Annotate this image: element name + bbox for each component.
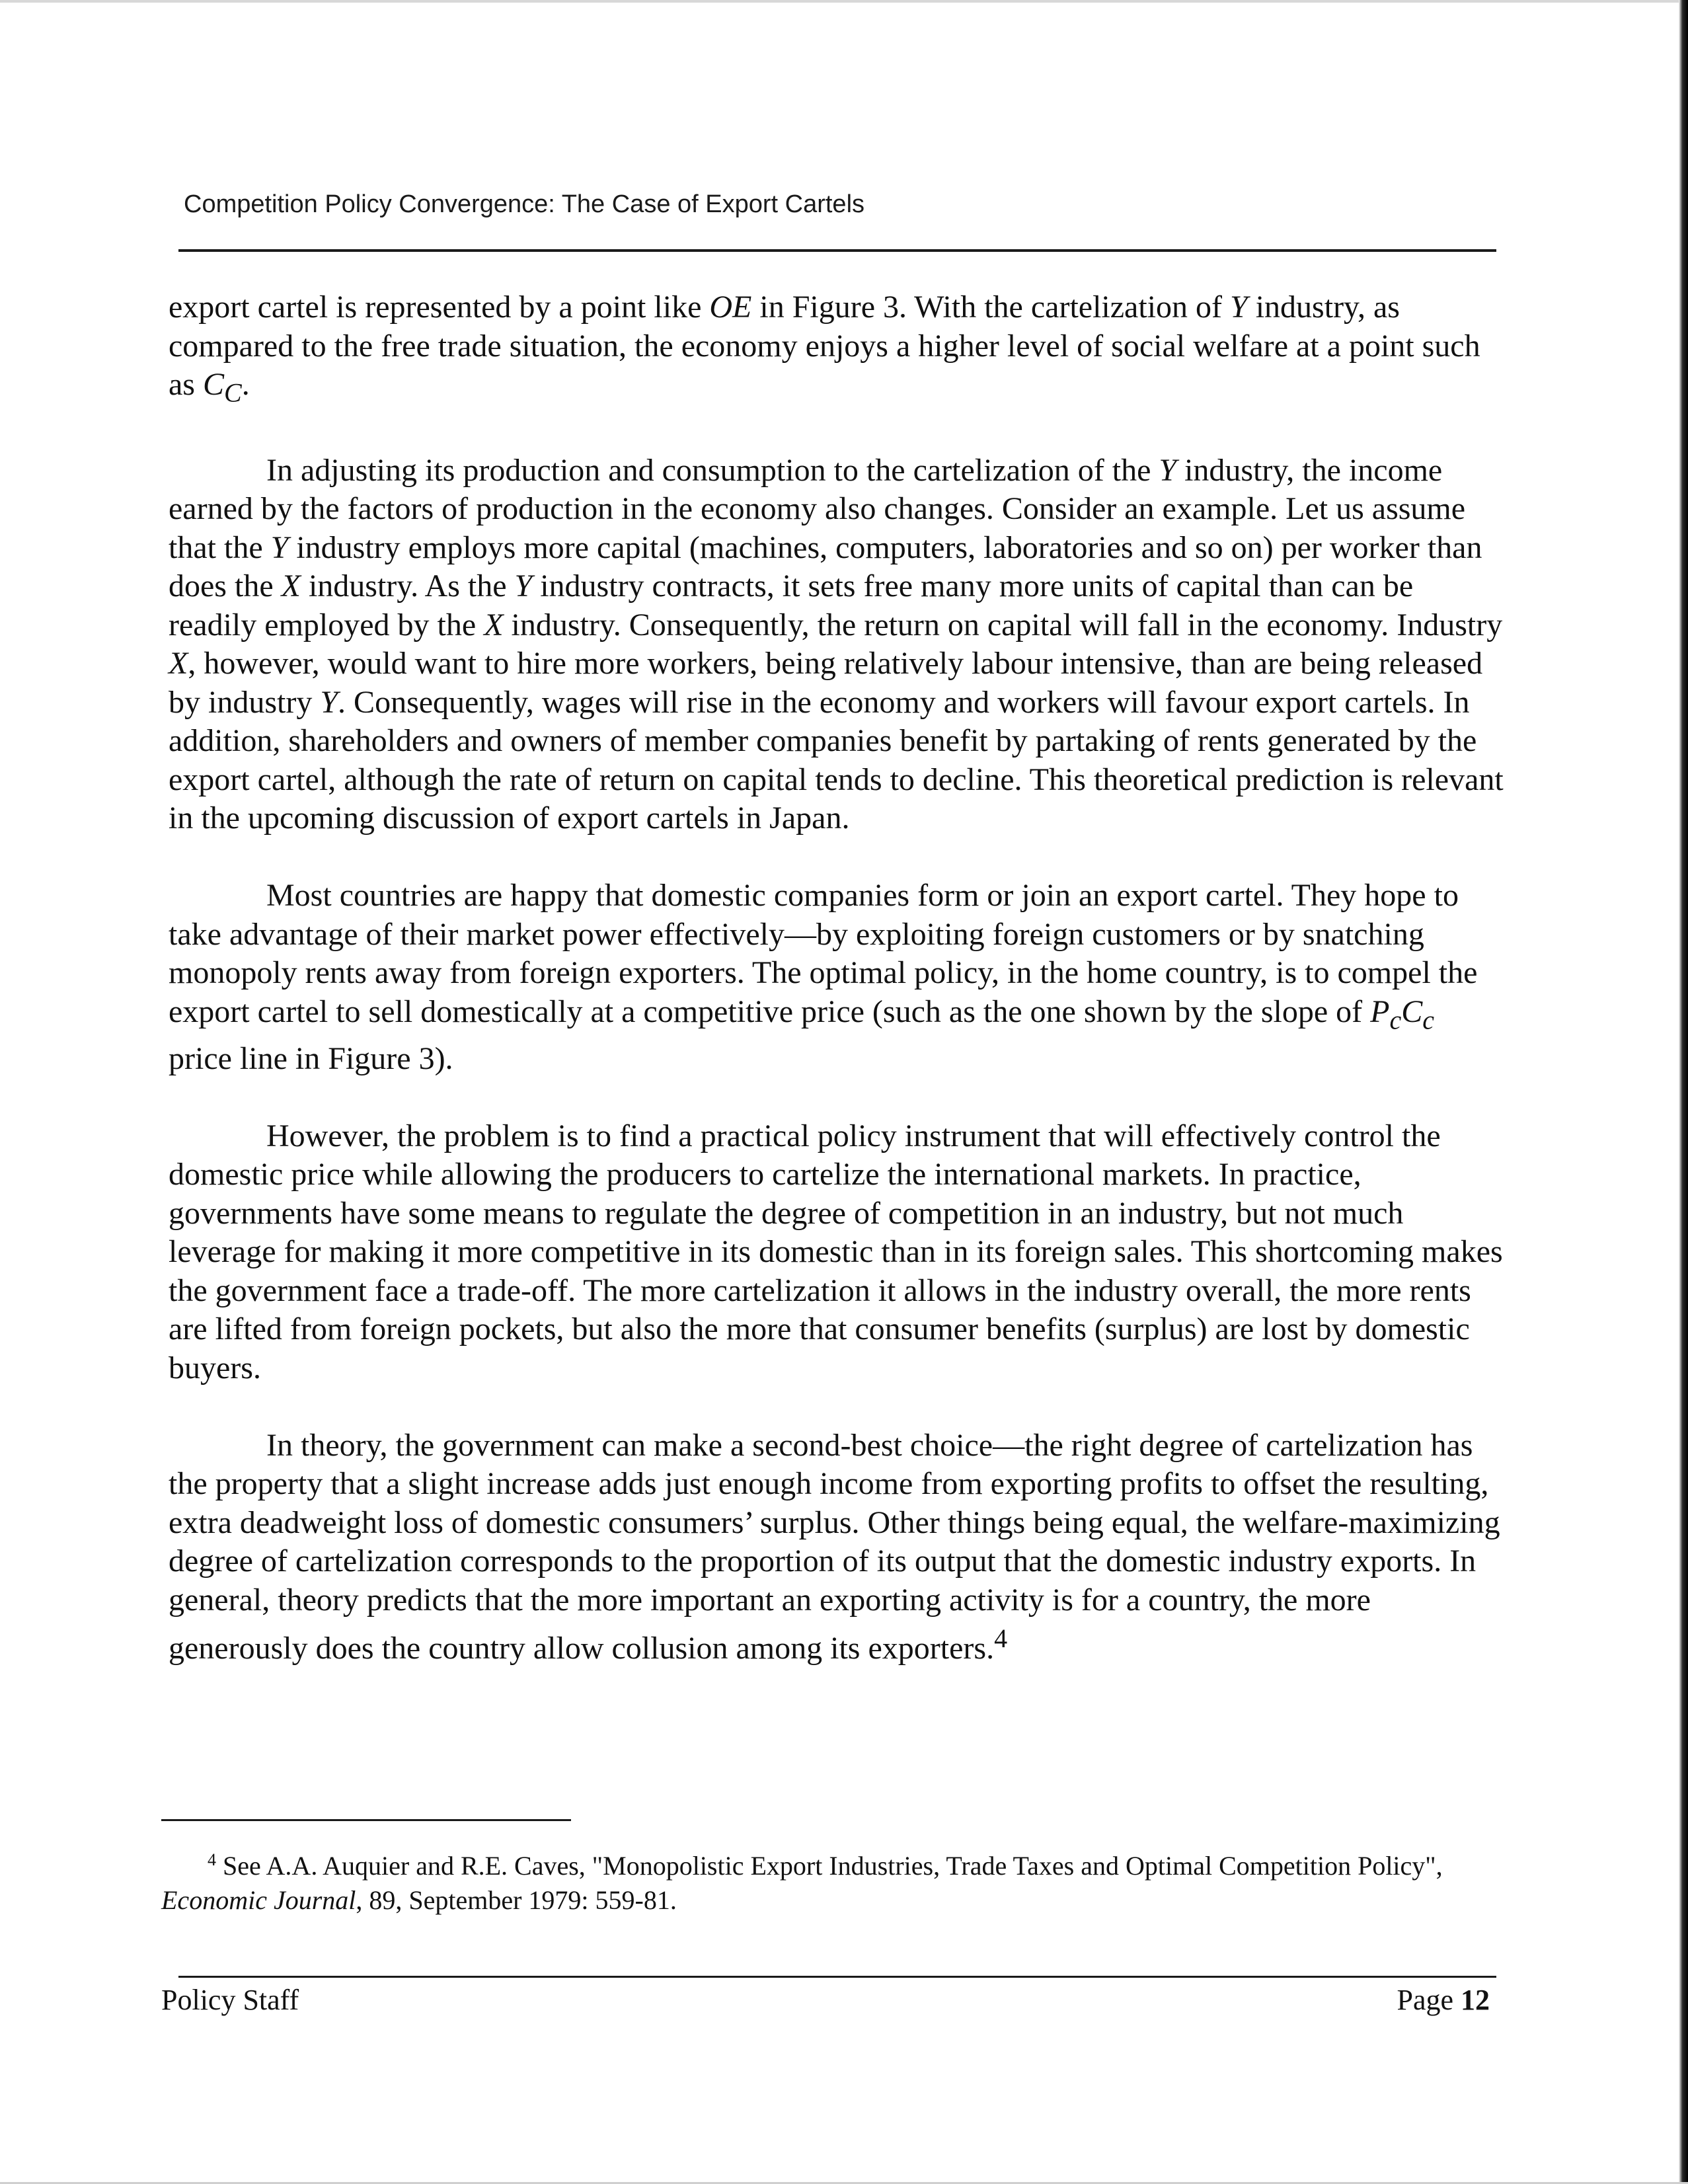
paragraph-2 (169, 451, 1504, 838)
text-run: price line in Figure 3). (169, 1040, 453, 1076)
body-text (169, 288, 1504, 1707)
text-run: In theory, the government can make a second-best choice—the right degree of cartelization has the property that a slight increase adds just enough income from exporting profits to offset the resulting, extra deadweight loss of domestic consumers’ surplus. Other things being equal, the welfare-maximizing degree of cartelization corresponds to the proportion of its output that the domestic industry exports. In general, theory predicts that the more important an exporting activity is for a country, the more generously does the country allow collusion among its exporters. (169, 1427, 1500, 1666)
text-run: export cartel is represented by a point like (169, 290, 710, 325)
text-run: . (241, 367, 250, 402)
text-run: , however, would want to hire more workers, being relatively labour intensive, than are being released by industry (169, 646, 1483, 720)
paragraph-4: However, the problem is to find a practical policy instrument that will effectively control the domestic price while allowing the producers to cartelize the international markets. In practice, governments have some means to regulate the degree of competition in an industry, but not much leverage for making it more competitive in its domestic than in its foreign sales. This shortcoming makes the government face a trade-off. The more cartelization it allows in the industry overall, the more rents are lifted from foreign pockets, but also the more that consumer benefits (surplus) are lost by domestic buyers. (169, 1118, 1503, 1385)
scan-edge-top (0, 0, 1688, 3)
page-label: Page (1397, 1984, 1461, 2016)
running-header: Competition Policy Convergence: The Case of Export Cartels (184, 190, 865, 218)
footnote-reference[interactable]: 4 (994, 1623, 1008, 1654)
math-x: X (281, 568, 301, 604)
math-y: Y (320, 684, 338, 720)
page-number-label (1397, 1983, 1490, 2017)
math-y: Y (1159, 452, 1177, 488)
text-run: industry employs more capital (machines, computers, laboratories and so on) per worker than does the (169, 529, 1482, 604)
text-run: . Consequently, wages will rise in the economy and workers will favour export cartels. In addition, shareholders and owners of member companies benefit by partaking of rents generated by the export cartel, although the rate of return on capital tends to decline. This theoretical prediction is relevant in the upcoming discussion of export cartels in Japan. (169, 684, 1504, 836)
text-run: industry, as compared to the free trade situation, the economy enjoys a higher level of social welfare at a point such as (169, 290, 1480, 402)
text-run: industry, the income earned by the factors of production in the economy also changes. Consider an example. Let us assume that the (169, 452, 1466, 565)
text-run: Most countries are happy that domestic companies form or join an export cartel. They hope to take advantage of their market power effectively—by exploiting foreign customers or by snatching monopoly rents away from foreign exporters. The optimal policy, in the home country, is to compel the export cartel to sell domestically at a competitive price (such as the one shown by the slope of (169, 878, 1478, 1029)
journal-title: Economic Journal (161, 1885, 356, 1915)
math-oe: OE (709, 290, 752, 325)
footnote-rule (161, 1819, 571, 1821)
footnote-4 (161, 1843, 1496, 1918)
math-y: Y (514, 568, 533, 604)
math-pc-sub: c (1389, 1005, 1402, 1035)
header-rule (178, 249, 1496, 252)
math-cc (202, 367, 242, 408)
text-run: industry contracts, it sets free many more units of capital than can be readily employed by the (169, 568, 1414, 643)
text-run: industry. Consequently, the return on capital will fall in the economy. Industry (503, 607, 1503, 643)
math-cc-main: C (202, 367, 224, 402)
text-run: in Figure 3. With the cartelization of (751, 290, 1231, 325)
math-x: X (169, 646, 188, 682)
math-cc-sub: C (224, 377, 242, 408)
footer-rule (178, 1976, 1496, 1978)
paragraph-3 (169, 877, 1504, 1078)
text-run: In adjusting its production and consumption to the cartelization of the (266, 452, 1159, 488)
text-run: , 89, September 1979: 559-81. (356, 1885, 677, 1915)
paragraph-5 (169, 1426, 1504, 1668)
math-x: X (484, 607, 504, 643)
math-pc-main: P (1370, 994, 1390, 1029)
footer-organization: Policy Staff (161, 1984, 299, 2016)
scan-edge-right (1679, 0, 1688, 2184)
footnote-marker: 4 (208, 1850, 216, 1869)
text-run: industry. As the (300, 568, 515, 604)
math-cc-sub: c (1422, 1005, 1434, 1035)
math-y: Y (1230, 290, 1248, 325)
text-run: See A.A. Auquier and R.E. Caves, "Monopolistic Export Industries, Trade Taxes and Optimal Competition Policy", (216, 1851, 1443, 1881)
math-pc (1370, 994, 1402, 1035)
page-number: 12 (1461, 1984, 1490, 2016)
math-cc-main: C (1401, 994, 1423, 1029)
math-cc (1401, 994, 1434, 1035)
math-y: Y (270, 529, 289, 565)
paragraph-1 (169, 288, 1504, 412)
